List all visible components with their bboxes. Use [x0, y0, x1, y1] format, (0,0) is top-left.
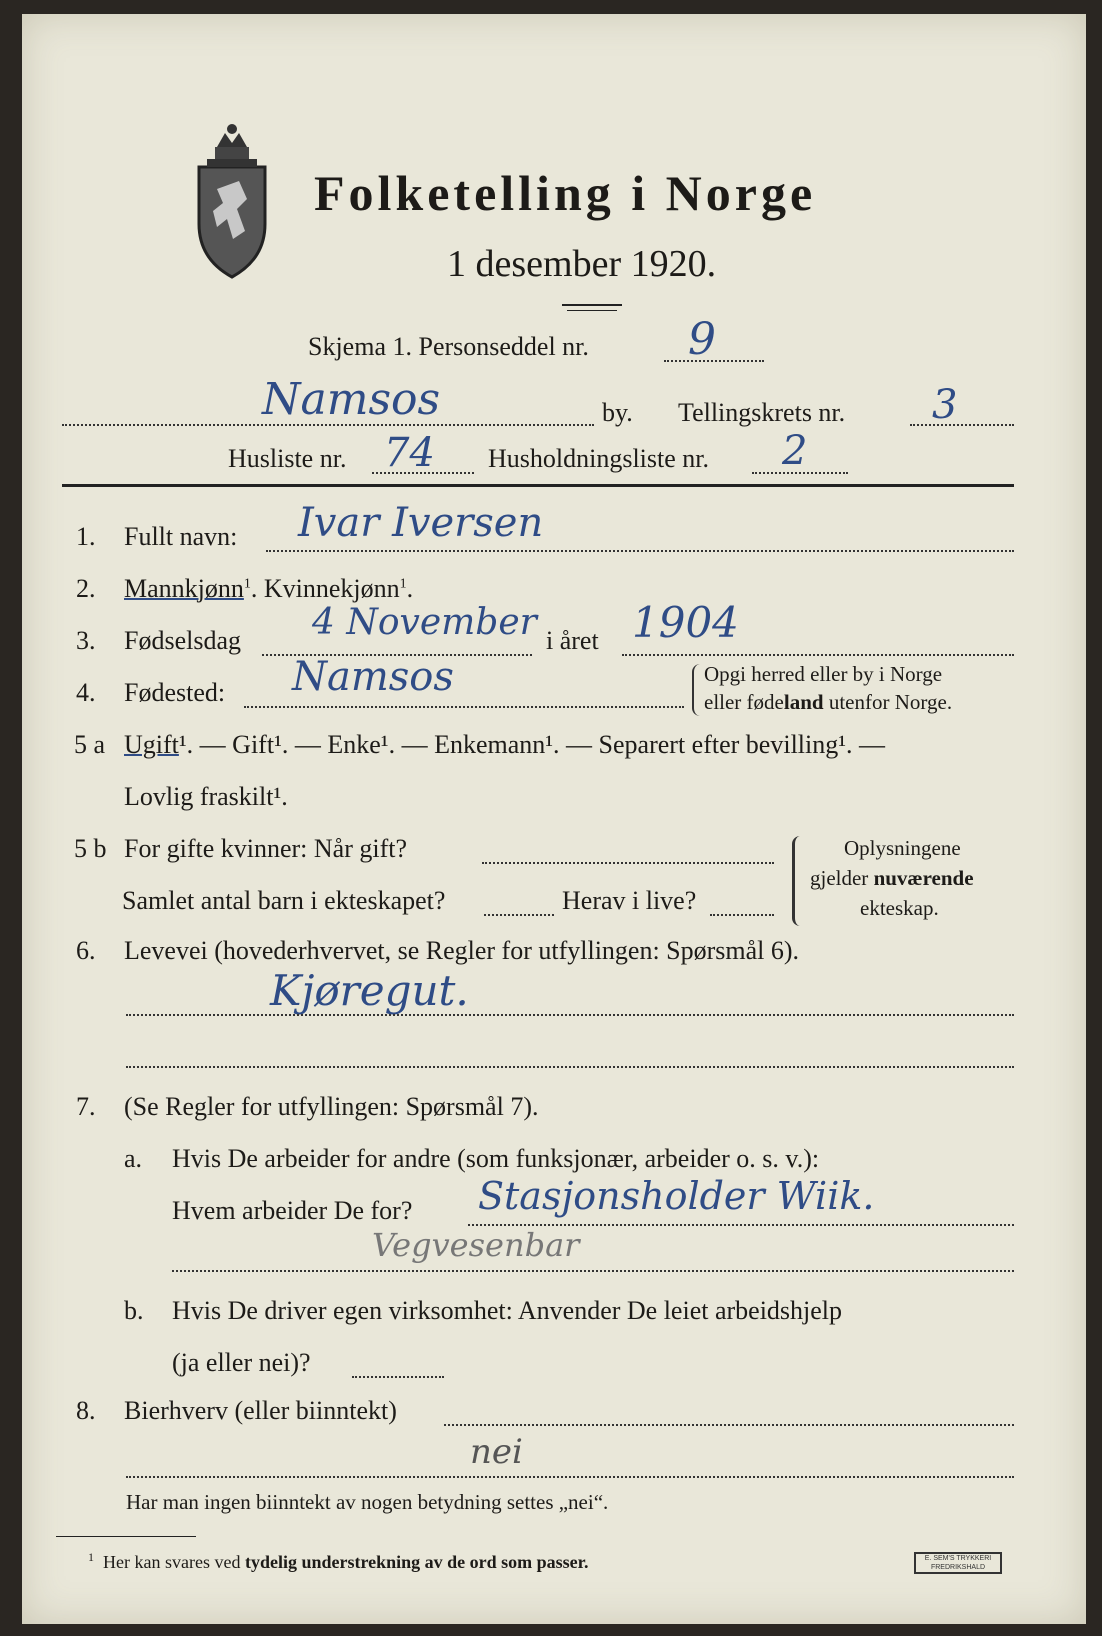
- q5b-note-part-a: gjelder: [810, 866, 874, 890]
- q8-line-2: [126, 1476, 1014, 1478]
- q5b-children-line: [484, 914, 554, 916]
- husliste-value: 74: [384, 430, 435, 476]
- q6-line-2: [126, 1066, 1014, 1068]
- census-form: [22, 14, 1086, 1624]
- q3-number: 3.: [76, 626, 96, 655]
- stamp-line1: E. SEM'S TRYKKERI: [924, 1555, 992, 1562]
- husliste-label: Husliste nr.: [228, 444, 347, 473]
- q7a-value: Stasjonsholder Wiik.: [478, 1174, 875, 1218]
- q1-label: Fullt navn:: [124, 522, 238, 551]
- q5b-alive-label: Herav i live?: [562, 886, 697, 915]
- q7-label: (Se Regler for utfyllingen: Spørsmål 7).: [124, 1092, 539, 1121]
- census-date: 1 desember 1920.: [447, 243, 717, 285]
- option-male: Mannkjønn: [124, 574, 244, 603]
- q2-options: Mannkjønn$^1$. Kvinnekjønn$^1$.: [124, 574, 414, 603]
- q1-line: [266, 550, 1014, 552]
- title-divider-2: [567, 310, 617, 311]
- q5b-note-line3: ekteskap.: [860, 896, 939, 920]
- q5b-brace: [792, 836, 803, 926]
- footnote-text-a: Her kan svares ved: [103, 1552, 245, 1572]
- tellingskrets-line: [910, 424, 1014, 426]
- q5b-alive-line: [710, 914, 774, 916]
- personseddel-label: Skjema 1. Personseddel nr.: [308, 332, 589, 361]
- q5b-note-line2: [810, 866, 974, 891]
- q8-line-1: [444, 1424, 1014, 1426]
- footnote-separator: [56, 1536, 196, 1537]
- q8-value: nei: [470, 1432, 523, 1472]
- q7a-line2: Hvem arbeider De for?: [172, 1196, 413, 1225]
- q4-value: Namsos: [292, 654, 454, 700]
- q4-note-line1: Opgi herred eller by i Norge: [704, 662, 943, 686]
- by-label: by.: [602, 398, 633, 427]
- option-ugift: Ugift: [124, 730, 179, 759]
- q5b-married-line: [482, 862, 774, 864]
- q5a-line2: Lovlig fraskilt¹.: [124, 782, 288, 811]
- q2-number: 2.: [76, 574, 96, 603]
- q5b-line1: For gifte kvinner: Når gift?: [124, 834, 408, 863]
- q5b-number: 5 b: [74, 834, 107, 863]
- q4-note-part-b: land: [783, 690, 824, 714]
- q7-number: 7.: [76, 1092, 96, 1121]
- q5a-number: 5 a: [74, 730, 106, 759]
- nei-note: Har man ingen biinntekt av nogen betydning settes „nei“.: [126, 1490, 609, 1514]
- header-separator: [62, 484, 1014, 487]
- q7a-number: a.: [124, 1144, 143, 1173]
- q7a-line-2: [172, 1270, 1014, 1272]
- q7b-number: b.: [124, 1296, 144, 1325]
- q3-year-line: [622, 654, 1014, 656]
- coat-of-arms-icon: [187, 119, 277, 279]
- form-title: Folketelling i Norge: [314, 165, 817, 221]
- tellingskrets-value: 3: [932, 382, 958, 428]
- q7b-line1: Hvis De driver egen virksomhet: Anvender De leiet arbeidshjelp: [172, 1296, 843, 1325]
- q3-label: Fødselsdag: [124, 626, 241, 655]
- q4-label: Fødested:: [124, 678, 226, 707]
- footnote-mark: 1: [88, 1550, 94, 1564]
- q4-line: [244, 706, 684, 708]
- q6-value: Kjøregut.: [270, 966, 469, 1015]
- q8-label: Bierhverv (eller biinntekt): [124, 1396, 397, 1425]
- q7b-line2: (ja eller nei)?: [172, 1348, 311, 1377]
- tellingskrets-label: Tellingskrets nr.: [678, 398, 846, 427]
- footnote-ref-2: 1: [399, 576, 407, 592]
- q5b-children-label: Samlet antal barn i ekteskapet?: [122, 886, 446, 915]
- husholdningsliste-value: 2: [782, 428, 808, 474]
- q4-note-line2: [704, 690, 952, 715]
- q5b-note-line1: Oplysningene: [844, 836, 961, 860]
- q5a-options-rest: ¹. — Gift¹. — Enke¹. — Enkemann¹. — Separert efter bevilling¹. —: [178, 730, 886, 759]
- q7b-line: [352, 1376, 444, 1378]
- q4-note-part-a: eller føde: [704, 690, 784, 714]
- footnote-text-b: tydelig understrekning av de ord som passer.: [244, 1552, 589, 1572]
- q4-note-part-c: utenfor Norge.: [823, 690, 953, 714]
- q1-value: Ivar Iversen: [298, 500, 544, 546]
- stamp-line2: FREDRIKSHALD: [930, 1564, 986, 1571]
- q7a-pencil-note: Vegvesenbar: [372, 1226, 580, 1264]
- personseddel-number: 9: [688, 314, 716, 365]
- q6-number: 6.: [76, 936, 96, 965]
- printer-stamp: [914, 1552, 1002, 1574]
- q3-year-value: 1904: [632, 598, 739, 647]
- q4-brace: [692, 664, 700, 716]
- q5b-note-part-b: nuværende: [873, 866, 974, 890]
- footnote-ref: 1: [243, 576, 251, 592]
- q6-line-1: [126, 1014, 1014, 1016]
- by-value: Namsos: [262, 374, 441, 425]
- q5a-options: [124, 730, 885, 760]
- footnote: [88, 1550, 589, 1573]
- q2-dot: .: [406, 574, 414, 603]
- q6-label: Levevei (hovederhvervet, se Regler for utfyllingen: Spørsmål 6).: [124, 936, 800, 965]
- husholdningsliste-label: Husholdningsliste nr.: [488, 444, 710, 473]
- q8-number: 8.: [76, 1396, 96, 1425]
- option-female: Kvinnekjønn: [263, 574, 400, 603]
- q4-number: 4.: [76, 678, 96, 707]
- q7a-line1: Hvis De arbeider for andre (som funksjonær, arbeider o. s. v.):: [172, 1144, 820, 1173]
- q3-year-label: i året: [546, 626, 599, 655]
- title-divider: [562, 304, 622, 306]
- q3-day-value: 4 November: [312, 602, 537, 643]
- q1-number: 1.: [76, 522, 96, 551]
